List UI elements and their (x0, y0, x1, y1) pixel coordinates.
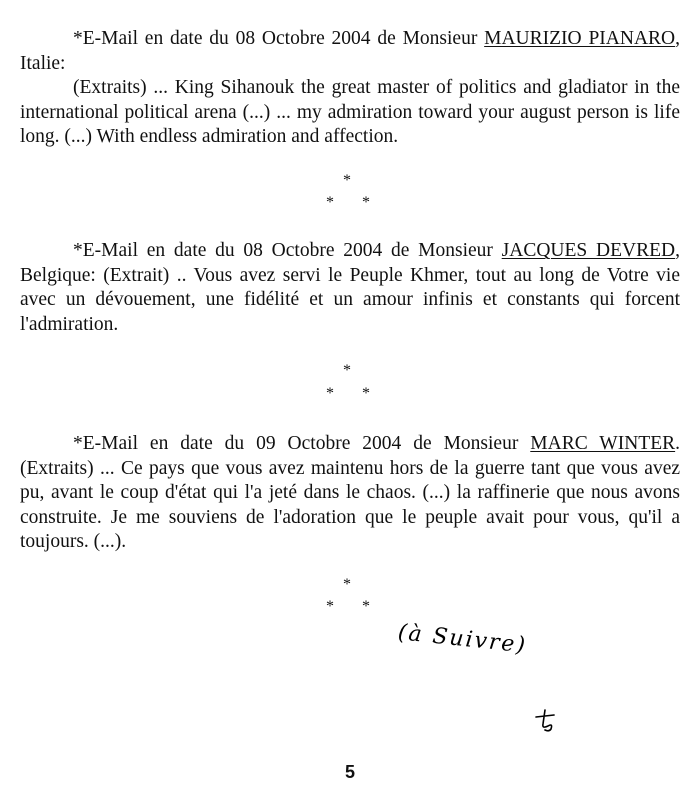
sender-origin: . (675, 433, 680, 454)
sender-origin: , Belgique: (20, 240, 680, 286)
page-number: 5 (344, 762, 355, 782)
handwritten-paraph-mark (532, 707, 558, 733)
separator-star: * (326, 385, 334, 402)
handwritten-to-be-continued-note: (à Suivre) (396, 620, 529, 659)
email-entry-marc-winter (20, 432, 680, 555)
entry-excerpt: (Extraits) ... King Sihanouk the great master of politics and gladiator in the international political arena (...) ... my admiration toward your august person is life long. (...) With endless admiration and affection. (20, 77, 680, 148)
email-entry-jacques-devred (20, 239, 680, 337)
separator-star: * (343, 576, 351, 593)
separator-star: * (362, 385, 370, 402)
separator-star: * (326, 598, 334, 615)
entry-excerpt: (Extraits) ... Ce pays que vous avez maintenu hors de la guerre tant que vous avez pu, avant le coup d'état qui l'a jeté dans le chaos. (...) la raffinerie que nous avons construite. Je me souviens de l'adoration que le peuple avait pour vous, qu'il a toujours. (...). (20, 457, 680, 553)
entry-intro: *E-Mail en date du 08 Octobre 2004 de Monsieur (73, 28, 485, 49)
entry-excerpt: (Extrait) .. Vous avez servi le Peuple Khmer, tout au long de Votre vie avec un dévouement, une fidélité et un amour infinis et constants qui forcent l'admiration. (20, 264, 680, 335)
separator-star: * (343, 362, 351, 379)
entry-intro: *E-Mail en date du 08 Octobre 2004 de Monsieur (73, 240, 502, 261)
separator-star: * (362, 194, 370, 211)
separator-star: * (343, 172, 351, 189)
email-entry-maurizio-pianaro (20, 27, 680, 150)
entry-intro: *E-Mail en date du 09 Octobre 2004 de Monsieur (73, 433, 531, 454)
separator-star: * (362, 598, 370, 615)
separator-star: * (326, 194, 334, 211)
sender-origin: , Italie: (20, 28, 680, 74)
sender-name: MAURIZIO PIANARO (484, 28, 676, 49)
sender-name: JACQUES DEVRED (501, 240, 676, 261)
sender-name: MARC WINTER (530, 433, 676, 454)
